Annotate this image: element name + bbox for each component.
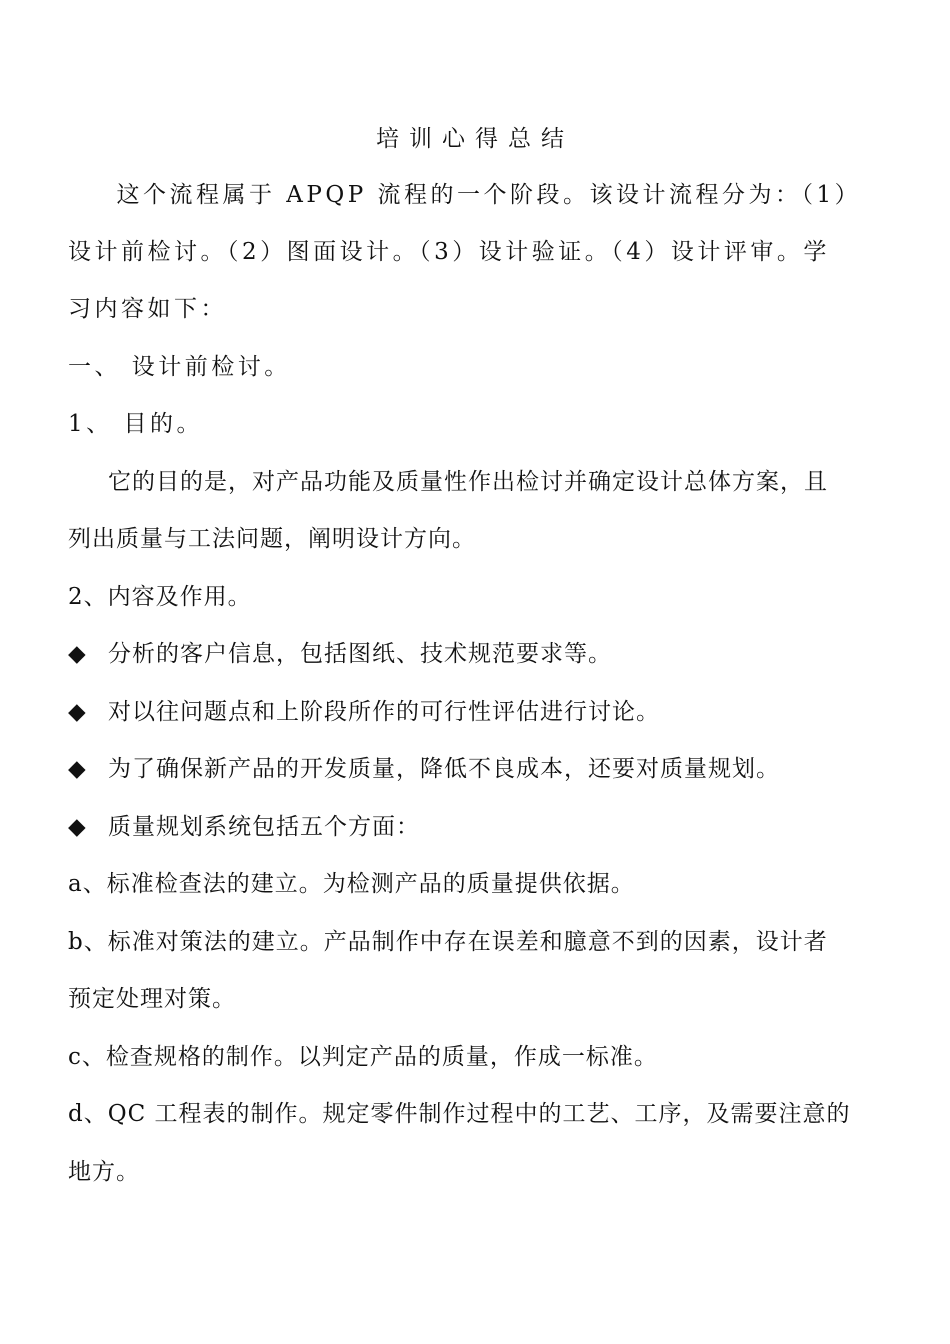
diamond-bullet-icon: ◆ (68, 756, 87, 782)
list-item: d、QC 工程表的制作。规定零件制作过程中的工艺、工序，及需要注意的 (68, 1101, 851, 1127)
list-item: b、标准对策法的建立。产品制作中存在误差和臆意不到的因素，设计者 (68, 929, 828, 955)
list-item: a、标准检查法的建立。为检测产品的质量提供依据。 (68, 871, 635, 897)
paragraph-line: 列出质量与工法问题，阐明设计方向。 (68, 526, 476, 552)
bullet-item (68, 695, 888, 729)
paragraph-line: 习内容如下： (68, 296, 227, 322)
bullet-item (68, 637, 888, 671)
paragraph-line: 地方。 (68, 1159, 140, 1185)
bullet-text: 质量规划系统包括五个方面： (108, 814, 420, 840)
diamond-bullet-icon: ◆ (68, 641, 87, 667)
section-heading: 一、 设计前检讨。 (68, 354, 291, 380)
paragraph-line: 设计前检讨。（2）图面设计。（3）设计验证。（4）设计评审。学 (68, 239, 830, 265)
bullet-item (68, 752, 888, 786)
bullet-item (68, 810, 888, 844)
list-item: c、检查规格的制作。以判定产品的质量，作成一标准。 (68, 1044, 658, 1070)
paragraph-line: 这个流程属于 APQP 流程的一个阶段。该设计流程分为：（1） (90, 182, 862, 208)
diamond-bullet-icon: ◆ (68, 814, 87, 840)
subsection-heading: 2、内容及作用。 (68, 584, 252, 610)
bullet-text: 对以往问题点和上阶段所作的可行性评估进行讨论。 (108, 699, 660, 725)
diamond-bullet-icon: ◆ (68, 699, 87, 725)
subsection-heading: 1、 目的。 (68, 411, 203, 437)
paragraph-line: 预定处理对策。 (68, 986, 236, 1012)
document-title: 培训心得总结 (376, 126, 574, 152)
bullet-text: 为了确保新产品的开发质量，降低不良成本，还要对质量规划。 (108, 756, 780, 782)
paragraph-line: 它的目的是，对产品功能及质量性作出检讨并确定设计总体方案，且 (84, 469, 828, 495)
bullet-text: 分析的客户信息，包括图纸、技术规范要求等。 (108, 641, 612, 667)
